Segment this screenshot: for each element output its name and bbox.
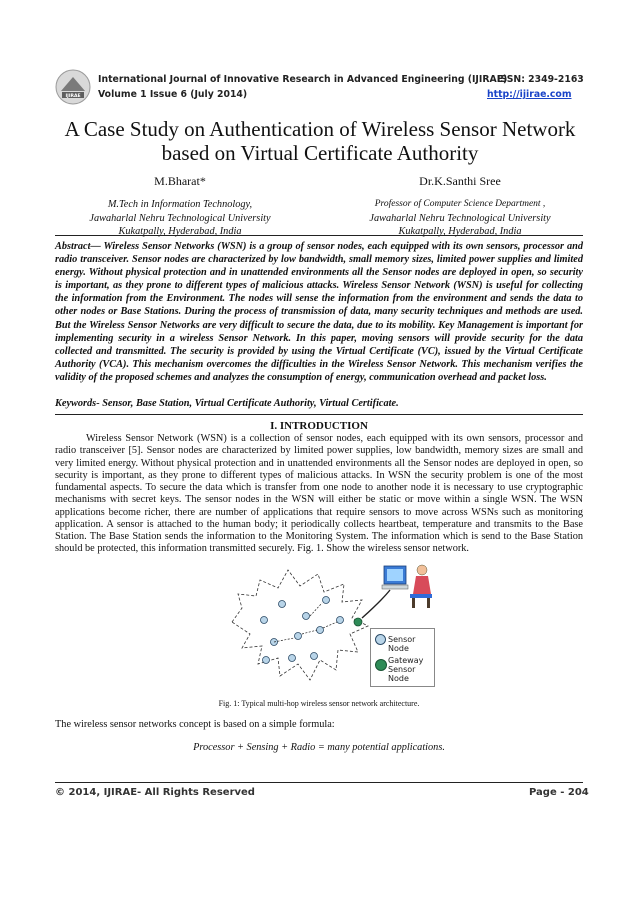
logo-text: IJIRAE xyxy=(65,94,81,99)
gateway-node xyxy=(354,618,362,626)
author-affiliation: Kukatpally, Hyderabad, India xyxy=(118,226,242,237)
issn: ISSN: 2349-2163 xyxy=(497,74,584,85)
formula: Processor + Sensing + Radio = many potential applications. xyxy=(193,742,445,753)
author-block-1 xyxy=(60,174,300,239)
abstract: Abstract— Wireless Sensor Networks (WSN) is a group of sensor nodes, each equipped with its own sensors, processor and radio transceiver. Sensor nodes are characterized by low bandwidth, small memory sizes, limited power supplies and limited energy. Without physical protection and in unattended environments all the Sensor nodes are deployed in open, so security is important, as they prone to different types of malicious attacks. Wireless Sensor Network (WSN) is useful for collecting the information from the Environment. The nodes will sense the information from the environment and sends the data to other nodes or Base Stations. During the process of transmission of data, many security techniques and methods are used. But the Wireless Sensor Networks are very difficult to secure the data, due to its mobility. Key Management is important for implementing security in a wireless Sensor Network. In this paper, moving sensors will provide security for the data collected and transmitted. The security is provided by using the Virtual Certificate (VC), issued by the Virtual Certificate Authority (VCA). This mechanism overcomes the difficulties in the Wireless Sensor Network. This mechanism verifies the validity of the proposed schemes and analyzes the consumption of energy, communication overhead and packet loss. xyxy=(55,241,583,383)
sensor-node xyxy=(303,613,310,620)
legend-gateway-line1: Gateway xyxy=(388,656,424,665)
network-cloud xyxy=(232,570,368,680)
copyright: © 2014, IJIRAE- All Rights Reserved xyxy=(55,787,255,798)
journal-url-link[interactable]: http://ijirae.com xyxy=(487,89,572,100)
sensor-node xyxy=(311,653,318,660)
formula-intro: The wireless sensor networks concept is based on a simple formula: xyxy=(55,719,335,730)
divider xyxy=(55,414,583,415)
figure-caption: Fig. 1: Typical multi-hop wireless sensor network architecture. xyxy=(218,699,420,708)
author-affiliation: M.Tech in Information Technology, xyxy=(107,199,253,210)
author-affiliation: Jawaharlal Nehru Technological University xyxy=(89,212,271,224)
sensor-node xyxy=(317,627,324,634)
uplink xyxy=(362,590,390,618)
intro-paragraph: Wireless Sensor Network (WSN) is a collection of sensor nodes, each equipped with its own sensors, processor and radio transceiver [5]. Sensor nodes are characterized by limited power supplies, low bandwidth, memory sizes are small and very limited energy. Without physical protection and in unattended environments all the Sensor nodes are deployed in open, so security is important, as they prone to different types of malicious attacks. In WSN the security problem is one of the most fundamental aspects. To secure the data which is transfer from one node to another node it is necessary to use cryptographic mechanisms with secret keys. The sensor nodes in the WSN will either be static or move within a single WSN. The WSN applications become richer, there are number of applications that require sensors to move across WSNs such as monitoring application. A sensor is attached to the human body; it periodically collects heartbeat, temperature and transmits to the Base Station. The Base Station sends the information to the Monitoring System. The information which is send to the Base Station should be protected, this information transmitted securely. Fig. 1. Show the wireless sensor network. xyxy=(55,433,583,555)
sensor-node xyxy=(337,617,344,624)
legend-gateway-line2: Sensor Node xyxy=(388,665,416,683)
figure-legend xyxy=(370,628,435,687)
title-line-1: A Case Study on Authentication of Wireless Sensor Network xyxy=(64,117,576,141)
footer-divider xyxy=(55,782,583,783)
sensor-node xyxy=(295,633,302,640)
author-name: M.Bharat* xyxy=(154,174,206,188)
section-heading: I. INTRODUCTION xyxy=(270,420,368,432)
paper-title xyxy=(40,117,600,165)
author-affiliation: Kukatpally, Hyderabad, India xyxy=(398,226,522,237)
sensor-node xyxy=(279,601,286,608)
divider xyxy=(55,235,583,236)
sensor-node xyxy=(289,655,296,662)
title-line-2: based on Virtual Certificate Authority xyxy=(161,141,479,165)
sensor-node xyxy=(261,617,268,624)
author-name: Dr.K.Santhi Sree xyxy=(419,174,501,188)
journal-title: International Journal of Innovative Research in Advanced Engineering (IJIRAE) xyxy=(98,74,508,85)
journal-logo xyxy=(55,69,91,105)
legend-gateway-label xyxy=(388,656,434,683)
author-affiliation: Professor of Computer Science Department , xyxy=(374,199,546,209)
author-block-2 xyxy=(340,174,580,239)
page-number: Page - 204 xyxy=(529,787,589,798)
author-affiliation: Jawaharlal Nehru Technological University xyxy=(369,212,551,224)
sensor-node xyxy=(263,657,270,664)
keywords: Keywords- Sensor, Base Station, Virtual Certificate Authority, Virtual Certificate. xyxy=(55,398,399,409)
user-computer-icon xyxy=(382,565,432,608)
sensor-node-icon xyxy=(375,634,386,645)
journal-volume: Volume 1 Issue 6 (July 2014) xyxy=(98,89,248,100)
gateway-node-icon xyxy=(375,659,387,671)
legend-sensor-label: Sensor Node xyxy=(388,635,416,653)
sensor-node xyxy=(323,597,330,604)
